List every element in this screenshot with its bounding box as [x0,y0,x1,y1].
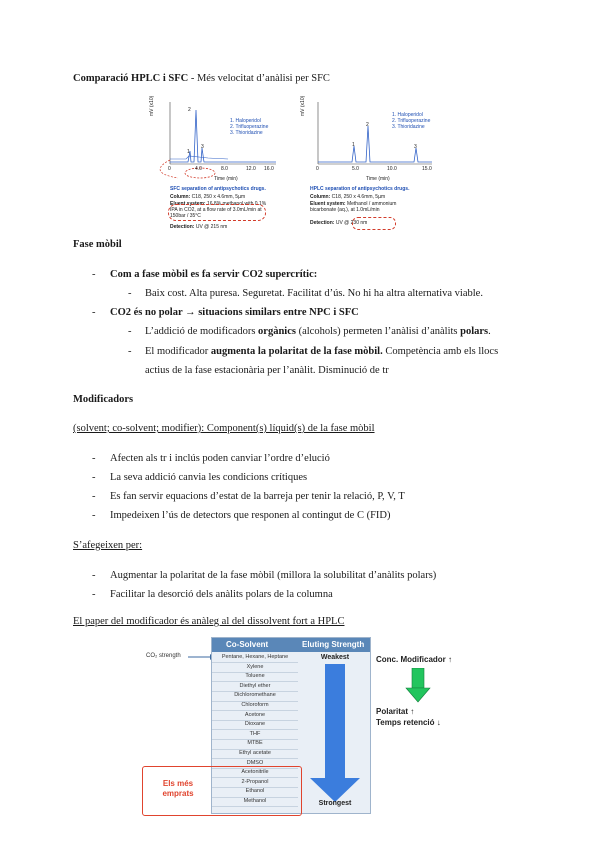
weakest-label: Weakest [320,654,350,661]
sfc-tick: 8.0 [221,166,228,172]
section-title [73,72,330,86]
list-item: Impedeixen l’ús de detectors que responen al contingut de C (FID) [110,510,391,521]
column-header: Eluting Strength [302,640,365,649]
column-header: Co-Solvent [226,640,269,649]
solvent-row: MTBE [247,740,263,747]
solvent-row: Diethyl ether [239,682,271,689]
row-key: Eluent system: [170,201,206,207]
row-value: Methanol / ammonium bicarbonate (aq.), at 1.0mL/min [310,201,397,213]
solvent-row: Methanol [243,798,267,804]
row-value: UV @ 230 nm [335,220,368,226]
solvent-row: DMSO [246,759,264,766]
bullet-dash: - [92,589,96,600]
text: Temps retenció [376,718,435,727]
solvent-row: Dichloromethane [234,692,276,699]
hplc-peak-label: 1 [352,142,355,148]
hplc-caption-title: HPLC separation of antipsychotics drugs. [310,186,410,192]
highlight-ellipse [168,204,266,221]
solvent-row: Dioxane [244,721,266,728]
row-value: UV @ 215 nm [195,224,228,230]
heading-modificadors: Modificadors [73,394,134,405]
text: (alcohols) permeten l’anàlisi d’anàlits [295,326,461,337]
hplc-tick: 5.0 [352,166,359,172]
hplc-legend-item: 3. Thioridazine [392,124,425,130]
sfc-caption-row [170,224,227,230]
bullet-polarity [145,345,498,359]
bullet-nonpolar: CO2 és no polar → situacions similars entre NPC i SFC [110,307,359,318]
safegeixen-label: S’afegeixen per: [73,540,143,551]
bullet-dash: - [92,510,96,521]
text: Conc. Modificador [376,655,446,664]
text: . [488,326,491,337]
sfc-peak-label: 1 [187,149,190,155]
hplc-peak-label: 3 [414,144,417,150]
bullet-modifiers [145,325,491,339]
temps-retencio-label [376,718,441,727]
sfc-legend-item: 3. Thioridazine [230,130,263,136]
hplc-caption-row [310,194,385,200]
text-bold: orgànics [258,326,296,337]
hplc-tick: 10.0 [387,166,397,172]
title-bold: Comparació HPLC i SFC [73,73,189,84]
text-bold: augmenta la polaritat de la fase mòbil. [210,346,383,357]
solvent-row: Acetone [244,711,266,718]
most-used-label-line: emprats [162,789,194,798]
solvent-row: THF [249,730,261,737]
row-key: Column: [170,194,191,200]
list-item: La seva addició canvia les condicions crítiques [110,472,308,483]
sfc-peak-label: 3 [201,144,204,150]
text: L’addició de modificadors [145,326,259,337]
list-item: Afecten als tr i inclús poden canviar l’ordre d’elució [110,453,330,464]
text: Polaritat [376,707,409,716]
table-header [212,638,370,652]
hplc-peak-label: 2 [366,122,369,128]
sfc-tick: 0 [168,166,171,172]
bullet-dash: - [92,491,96,502]
bullet-co2-advantages: Baix cost. Alta puresa. Seguretat. Facilitat d’ús. No hi ha altra alternativa viable. [145,288,483,299]
hplc-tick: 0 [316,166,319,172]
bullet-dash: - [128,288,132,299]
highlight-ellipse [352,217,396,230]
hplc-xlabel: Time (min) [366,176,390,182]
list-item: Augmentar la polaritat de la fase mòbil (millora la solubilitat d’anàlits polars) [110,570,437,581]
row-key: Eluent system: [310,201,346,207]
strongest-label: Strongest [318,800,352,807]
hplc-caption-row [310,201,422,213]
sfc-legend-item: 1. Haloperidol [230,118,261,124]
modificadors-definition: (solvent; co-solvent; modifier): Component(s) líquid(s) de la fase mòbil [73,423,375,434]
solvent-row: Ethanol [245,788,265,795]
paper-heading: El paper del modificador és anàleg al del dissolvent fort a HPLC [73,616,345,627]
sfc-tick: 16.0 [264,166,274,172]
hplc-ylabel: mV (x10) [300,95,306,116]
green-down-arrow-icon [405,668,431,704]
sfc-chromatogram [148,96,278,236]
hplc-legend-item: 2. Trifluoperazine [392,118,431,124]
solvent-row: Pentane, Hexane, Heptane [221,654,289,660]
sfc-chromatogram-plot [148,96,278,186]
bullet-co2: Com a fase mòbil es fa servir CO2 supercrític: [110,269,318,280]
text-bold: polars [460,326,489,337]
title-rest: - Més velocitat d’anàlisi per SFC [188,73,330,84]
row-value: C18, 250 x 4.6mm, 5µm [191,194,246,200]
most-used-label [150,779,206,799]
bullet-dash: - [92,570,96,581]
sfc-ylabel: mV (x10) [149,95,155,116]
list-item: Facilitar la desorció dels anàlits polars de la columna [110,589,333,600]
hplc-chromatogram-plot [300,96,435,186]
sfc-legend-item: 2. Trifluoperazine [230,124,269,130]
bullet-polarity-line2: actius de la fase estacionària per l’anàlit. Disminució de tr [145,365,389,376]
conc-modificador-label [376,655,452,664]
up-arrow-icon: ↑ [448,655,453,664]
text: Competència amb els llocs [382,346,499,357]
sfc-tick: 12.0 [246,166,256,172]
sfc-xlabel: Time (min) [214,176,238,182]
solvent-row: Ethyl acetate [239,750,271,756]
solvent-row: Acetonitrile [241,769,269,776]
eluting-strength-arrow-icon [308,664,362,804]
co2-strength-label: CO₂ strength [146,653,181,659]
heading-fase-mobil: Fase mòbil [73,239,122,250]
bullet-dash: - [92,307,96,318]
sfc-caption-row [170,194,245,200]
hplc-tick: 15.0 [422,166,432,172]
polaritat-label [376,707,414,716]
row-value: C18, 250 x 4.6mm, 5µm [331,194,386,200]
row-key: Column: [310,194,331,200]
solvent-row: Toluene [245,673,265,680]
solvent-row: Xylene [246,663,264,670]
hplc-chromatogram [300,96,435,236]
solvent-row: Chloroform [241,702,269,708]
sfc-peak-label: 2 [188,107,191,113]
bullet-dash: - [92,269,96,280]
bullet-dash: - [128,326,132,337]
bullet-dash: - [92,453,96,464]
most-used-label-line: Els més [162,779,194,788]
up-arrow-icon: ↑ [410,707,415,716]
sfc-caption-title: SFC separation of antipsychotics drugs. [170,186,266,192]
list-item: Es fan servir equacions d’estat de la barreja per tenir la relació, P, V, T [110,491,405,502]
row-value: 16.8% methanol with 0.1% IPA in CO2, at a flow rate of 3.0mL/min at 150bar / 35°C [170,201,267,219]
solvent-row: 2-Propanol [241,778,269,785]
row-key: Detection: [170,224,195,230]
down-arrow-icon: ↓ [436,718,441,727]
text: El modificador [145,346,211,357]
hplc-legend-item: 1. Haloperidol [392,112,423,118]
bullet-dash: - [92,472,96,483]
bullet-dash: - [128,346,132,357]
sfc-tick: 4.0 [195,166,202,172]
row-key: Detection: [310,220,335,226]
